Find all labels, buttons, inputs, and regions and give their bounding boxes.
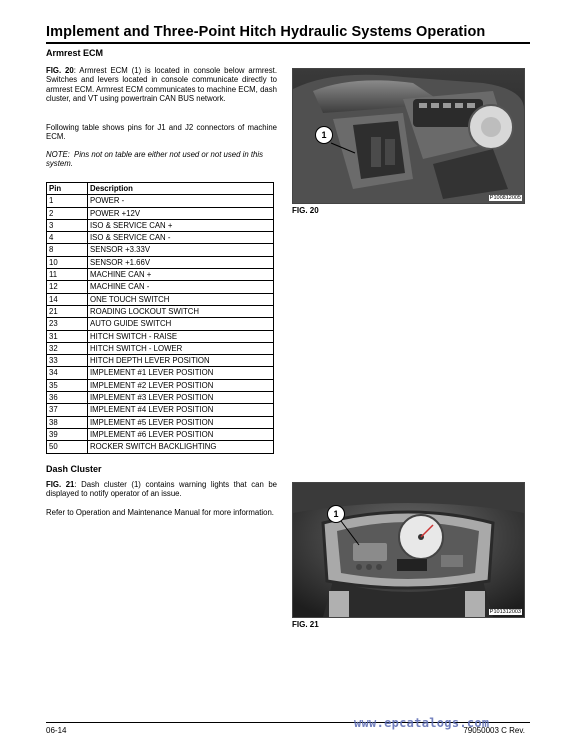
description-cell: ISO & SERVICE CAN -: [88, 232, 274, 244]
pin-cell: 1: [47, 195, 88, 207]
pin-cell: 10: [47, 256, 88, 268]
pin-cell: 34: [47, 367, 88, 379]
figure-reference-code: P101312003: [489, 609, 521, 615]
table-row: [47, 293, 274, 305]
watermark: www.epcatalogs.com: [354, 716, 490, 730]
section-heading-dash-cluster: Dash Cluster: [46, 464, 102, 474]
pin-cell: 32: [47, 342, 88, 354]
note-text: Pins not on table are either not used or not used in this system.: [46, 150, 263, 169]
description-cell: POWER -: [88, 195, 274, 207]
document-code: 79050003 C Rev.: [463, 726, 525, 735]
table-row: [47, 219, 274, 231]
description-cell: MACHINE CAN +: [88, 269, 274, 281]
description-cell: ROADING LOCKOUT SWITCH: [88, 305, 274, 317]
dash-description: [46, 480, 277, 499]
fig-20-reference: FIG. 20: [46, 66, 74, 75]
pin-table-intro: Following table shows pins for J1 and J2 connectors of machine ECM.: [46, 123, 277, 142]
fig-20-caption: FIG. 20: [292, 206, 319, 215]
description-cell: ROCKER SWITCH BACKLIGHTING: [88, 441, 274, 453]
page-title: Implement and Three-Point Hitch Hydraulic Systems Operation: [46, 24, 486, 40]
table-row: [47, 281, 274, 293]
dash-description-text: : Dash cluster (1) contains warning lights that can be displayed to notify operator of an issue.: [46, 480, 278, 499]
dash-reference-text: Refer to Operation and Maintenance Manual for more information.: [46, 508, 274, 517]
description-cell: IMPLEMENT #1 LEVER POSITION: [88, 367, 274, 379]
description-cell: ISO & SERVICE CAN +: [88, 219, 274, 231]
table-row: [47, 355, 274, 367]
description-cell: ONE TOUCH SWITCH: [88, 293, 274, 305]
pin-cell: 11: [47, 269, 88, 281]
table-row: [47, 207, 274, 219]
pin-cell: 3: [47, 219, 88, 231]
description-cell: IMPLEMENT #2 LEVER POSITION: [88, 379, 274, 391]
title-divider: [46, 42, 530, 44]
pin-table: [46, 182, 274, 454]
note: [46, 150, 277, 169]
page-number: 06-14: [46, 726, 67, 735]
pin-cell: 35: [47, 379, 88, 391]
pin-cell: 50: [47, 441, 88, 453]
pin-cell: 8: [47, 244, 88, 256]
pin-cell: 36: [47, 392, 88, 404]
pin-header: Pin: [47, 183, 88, 195]
description-cell: IMPLEMENT #3 LEVER POSITION: [88, 392, 274, 404]
table-row: [47, 256, 274, 268]
description-header: Description: [88, 183, 274, 195]
table-row: [47, 342, 274, 354]
fig-21-photo: [292, 482, 525, 618]
table-row: [47, 416, 274, 428]
table-row: [47, 367, 274, 379]
section-heading-armrest-ecm: Armrest ECM: [46, 48, 104, 58]
description-cell: IMPLEMENT #4 LEVER POSITION: [88, 404, 274, 416]
dash-cluster-illustration: [293, 483, 524, 617]
pin-cell: 4: [47, 232, 88, 244]
description-cell: HITCH DEPTH LEVER POSITION: [88, 355, 274, 367]
note-label: NOTE:: [46, 150, 70, 159]
pin-cell: 38: [47, 416, 88, 428]
table-row: [47, 441, 274, 453]
pin-cell: 21: [47, 305, 88, 317]
description-cell: HITCH SWITCH - RAISE: [88, 330, 274, 342]
table-row: [47, 392, 274, 404]
table-row: [47, 379, 274, 391]
description-cell: SENSOR +1.66V: [88, 256, 274, 268]
description-cell: POWER +12V: [88, 207, 274, 219]
description-cell: MACHINE CAN -: [88, 281, 274, 293]
fig-21-reference: FIG. 21: [46, 480, 75, 489]
table-row: [47, 428, 274, 440]
armrest-description-text: : Armrest ECM (1) is located in console below armrest. Switches and levers located in console communicate directly to armrest ECM. Armrest ECM communicates to machine ECM, dash cluster, and VT using powertrain CAN BUS network.: [46, 66, 278, 103]
pin-cell: 33: [47, 355, 88, 367]
pin-cell: 23: [47, 318, 88, 330]
fig-21-caption: FIG. 21: [292, 620, 319, 629]
description-cell: IMPLEMENT #5 LEVER POSITION: [88, 416, 274, 428]
callout-1: 1: [315, 126, 333, 144]
pin-cell: 37: [47, 404, 88, 416]
callout-1: 1: [327, 505, 345, 523]
table-row: [47, 195, 274, 207]
fig-20-photo: [292, 68, 525, 204]
armrest-description: [46, 66, 277, 103]
pin-table-header-row: [47, 183, 274, 195]
figure-reference-code: P100812005: [489, 195, 521, 201]
table-row: [47, 330, 274, 342]
table-row: [47, 269, 274, 281]
table-row: [47, 305, 274, 317]
description-cell: HITCH SWITCH - LOWER: [88, 342, 274, 354]
table-row: [47, 404, 274, 416]
description-cell: SENSOR +3.33V: [88, 244, 274, 256]
pin-cell: 14: [47, 293, 88, 305]
table-row: [47, 244, 274, 256]
description-cell: IMPLEMENT #6 LEVER POSITION: [88, 428, 274, 440]
pin-cell: 31: [47, 330, 88, 342]
pin-cell: 39: [47, 428, 88, 440]
table-row: [47, 232, 274, 244]
table-row: [47, 318, 274, 330]
pin-cell: 12: [47, 281, 88, 293]
description-cell: AUTO GUIDE SWITCH: [88, 318, 274, 330]
pin-cell: 2: [47, 207, 88, 219]
